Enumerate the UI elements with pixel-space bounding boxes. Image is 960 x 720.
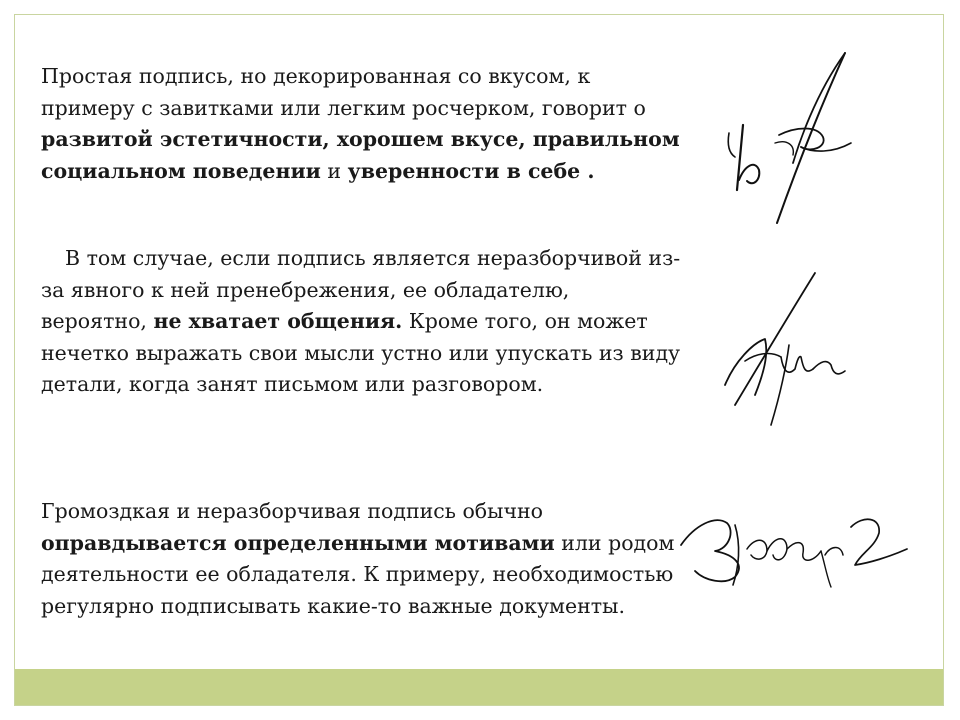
paragraph-illegible-signature xyxy=(41,243,681,401)
signature-illegible-image xyxy=(705,265,865,445)
p3-text-2: или родом деятельности ее обладателя. К примеру, необходимостью регулярно подписывать какие-то важные документы. xyxy=(41,530,675,618)
p1-text-2: и xyxy=(320,158,348,183)
p1-text-1: Простая подпись, но декорированная со вкусом, к примеру с завитками или легким росчерком, говорит о xyxy=(41,64,646,120)
paragraph-aesthetic-signature xyxy=(41,61,681,187)
p1-bold-1: развитой эстетичности, хорошем вкусе, правильном социальном поведении xyxy=(41,127,680,183)
p2-bold-1: не хватает общения. xyxy=(153,309,403,333)
footer-bar xyxy=(15,669,943,705)
p3-text-1: Громоздкая и неразборчивая подпись обычно xyxy=(41,499,544,523)
paragraph-bulky-signature xyxy=(41,496,681,622)
p1-bold-2: уверенности в себе . xyxy=(347,158,595,183)
p2-text-1: В том случае, если подпись является неразборчивой из-за явного к ней пренебрежения, ее обладателю, вероятно, xyxy=(41,246,681,333)
slide xyxy=(14,14,944,706)
p3-bold-1: оправдывается определенными мотивами xyxy=(41,530,555,555)
p2-text-2: Кроме того, он может нечетко выражать свои мысли устно или упускать из виду детали, когда занят письмом или разговором. xyxy=(41,309,681,396)
signature-decorated-image xyxy=(715,35,875,235)
signature-bulky-image xyxy=(675,505,915,595)
